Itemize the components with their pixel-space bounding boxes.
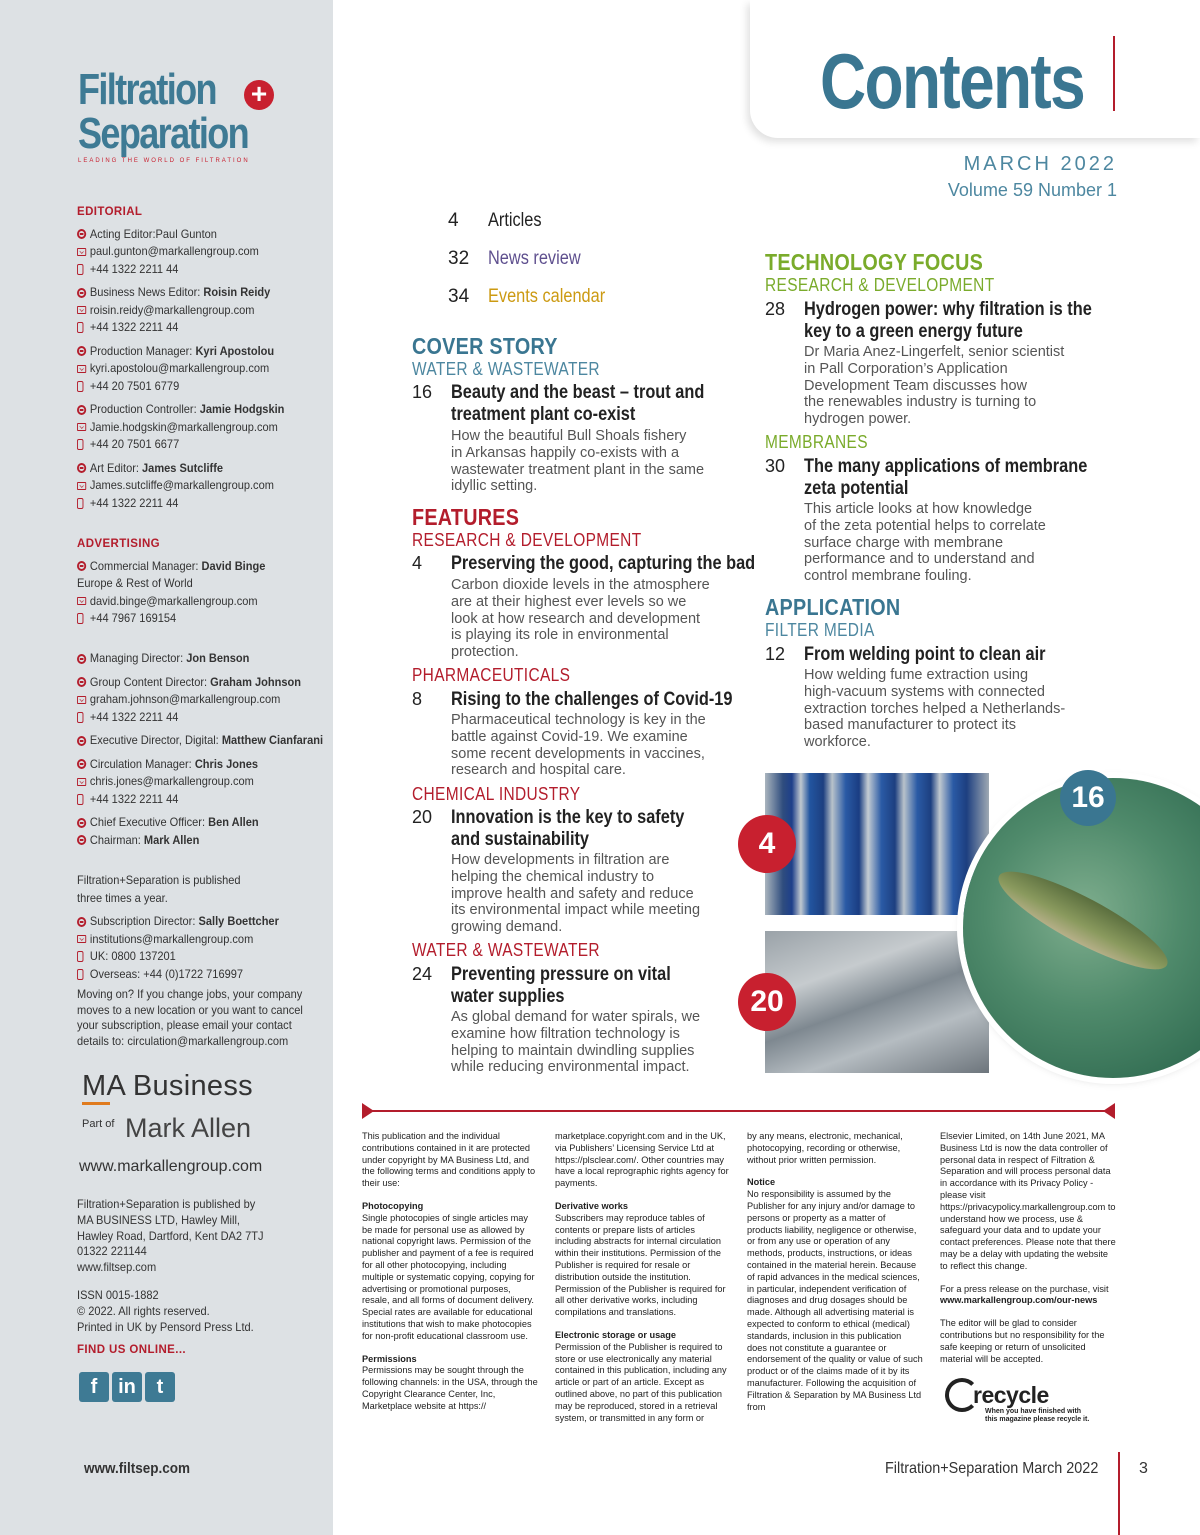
phone-icon [77,264,83,275]
logo-line-1: Filtration [78,65,216,114]
contact-phone: UK: 0800 137201 [89,949,176,963]
legal-divider [368,1110,1112,1112]
email-icon [77,597,86,605]
moving-note: your subscription, please email your contact [77,1018,292,1032]
editorial-section [77,204,327,512]
legal-heading: Photocopying [362,1200,424,1211]
industrial-filter-photo[interactable] [765,931,989,1073]
entry-description: in Pall Corporation’s Application [804,360,1008,377]
entry-title: Hydrogen power: why filtration is the [804,299,1092,320]
page-number: 12 [765,644,786,664]
entry-title: From welding point to clean air [804,644,1046,665]
phone-icon [77,381,83,392]
person-icon [77,917,86,927]
person-icon [77,561,86,571]
entry-description: helping to maintain dwindling supplies [451,1042,695,1059]
part-of-label: Part of [82,1118,115,1130]
page-number: 34 [448,286,470,307]
contact-role: Business News Editor: [89,285,201,299]
tech-rd-category: RESEARCH & DEVELOPMENT [765,275,995,295]
contact-email[interactable]: paul.gunton@markallengroup.com [89,244,259,258]
quick-link-label: Articles [488,210,542,231]
features-water-category: WATER & WASTEWATER [412,940,600,960]
entry-title: treatment plant co-exist [451,404,636,425]
recycle-note: this magazine please recycle it. [985,1416,1090,1423]
legal-text: This publication and the individual contributions contained in it are protected under copyright by MA Business Ltd, and the following terms and conditions apply to their use: [362,1131,536,1189]
entry-title: Preserving the good, capturing the bad [451,553,756,574]
features-pharma-category: PHARMACEUTICALS [412,665,571,685]
page-number: 30 [765,456,786,476]
title-divider [1113,36,1115,111]
technology-focus-heading: TECHNOLOGY FOCUS [765,249,984,275]
publisher-website[interactable]: www.filtsep.com [77,1260,157,1275]
email-icon [77,306,86,314]
phone-icon [77,969,83,980]
person-icon [77,288,86,298]
contact-name: David Binge [201,558,266,573]
page-badge: 4 [738,815,796,873]
logo-line-2: Separation [78,109,249,158]
person-icon [77,405,86,415]
contact-role: Chief Executive Officer: [89,815,206,829]
entry-description: some recent developments in vaccines, [451,745,705,762]
entry-description: its environmental impact while meeting [451,902,701,919]
contact-phone: +44 20 7501 6779 [89,378,180,393]
contact-role: Subscription Director: [89,914,196,928]
entry-description: extraction torches helped a Netherlands- [804,700,1066,717]
trout-shape [989,856,1178,985]
footer-magazine-issue: Filtration+Separation March 2022 [885,1460,1099,1477]
entry-description: How developments in filtration are [451,852,670,868]
contact-block [77,460,327,513]
contact-phone: Overseas: +44 (0)1722 716997 [89,966,244,981]
publisher-line: Filtration+Separation is published by [77,1197,256,1211]
recycle-word: recycle [973,1381,1049,1408]
contact-email[interactable]: James.sutcliffe@markallengroup.com [89,478,274,492]
quick-link-articles[interactable] [448,210,550,232]
page-number: 16 [412,382,433,402]
page-title: Contents [820,37,1085,125]
email-icon [77,423,86,431]
contact-block [77,401,327,454]
contact-name: Jamie Hodgskin [199,402,285,416]
entry-title: water supplies [451,986,565,1007]
legal-column-2 [555,1131,731,1435]
phone-icon [77,712,83,723]
page-number-footer: 3 [1139,1460,1148,1477]
entry-title: Rising to the challenges of Covid-19 [451,689,733,710]
contact-role: Commercial Manager: [89,558,199,573]
entry-description: This article looks at how knowledge [804,501,1033,517]
recycle-note: When you have finished with [985,1408,1082,1415]
printer-line: Printed in UK by Pensord Press Ltd. [77,1319,254,1334]
legal-heading: Notice [747,1177,776,1188]
footer-divider [1118,1452,1120,1535]
entry-description: based manufacturer to protect its [804,717,1016,734]
entry-description: growing demand. [451,919,563,936]
legal-text: Permission of the Publisher is required to store or use electronically any material contained in this publication, including any article or part of an article. Except as outlined above, no part of this publication may be reproduced, stored in a retrieval system, or transmitted in any form or [555,1341,727,1423]
contact-name: Mark Allen [143,832,200,847]
entry-description: hydrogen power. [804,411,912,428]
legal-text: Permissions may be sought through the following channels: in the USA, through the Copyright Clearance Center, Inc, Marketplace website at https:// [362,1365,538,1411]
contact-email[interactable]: graham.johnson@markallengroup.com [89,692,281,706]
phone-icon [77,951,83,962]
entry-description: look at how research and development [451,610,701,627]
entry-description: protection. [451,644,519,661]
entry-title: zeta potential [804,478,909,499]
phone-icon [77,498,83,509]
entry-description: in Arkansas happily co-exists with a [451,444,680,461]
legal-text: No responsibility is assumed by the Publisher for any injury and/or damage to persons or property as a matter of products liability, negligence or otherwise, or from any use or operation of any methods, products, instructions, or ideas contained in the material herein. Because of rapid advances in the medical sciences, in particular, independent verification of diagnoses and drug dosages should be made. Although all advertising material is expected to conform to ethical (medical) standards, inclusion in this publication does not constitute a guarantee or endorsement of the quality or value of such product or of the claims made of it by its manufacturer. Following the acquisition of Filtration & Separation by MA Business Ltd from [747,1189,923,1412]
features-heading: FEATURES [412,504,520,530]
person-icon [77,654,86,664]
legal-text: Subscribers may reproduce tables of contents or prepare lists of articles including abstracts for internal circulation within their institutions. Permission of the Publisher is required for resale or distribution outside the institution. Permission of the Publisher is required for all other derivative works, including compilations and translations. [555,1212,726,1318]
application-filter-media-category: FILTER MEDIA [765,620,875,640]
legal-text: by any means, electronic, mechanical, photocopying, recording or otherwise, without prior written permission. [747,1131,903,1165]
entry-description: performance and to understand and [804,551,1035,568]
published-note: Filtration+Separation is published [77,873,241,887]
contact-name: Matthew Cianfarani [221,733,324,747]
legal-heading: Electronic storage or usage [555,1329,677,1340]
publisher-line: Hawley Road, Dartford, Kent DA2 7TJ [77,1228,264,1243]
tech-membranes-category: MEMBRANES [765,432,868,452]
contact-role: Managing Director: [89,651,184,665]
moving-note: Moving on? If you change jobs, your company [77,987,303,1001]
person-icon [77,835,86,845]
entry-description: high-vacuum systems with connected [804,683,1045,700]
email-icon [77,935,86,943]
legal-text: Single photocopies of single articles may be made for personal use as allowed by national copyright laws. Permission of the publisher and payment of a fee is required for all other photocopying, including multiple or systematic copying, copying for advertising or promotional purposes, resale, and all forms of document delivery. Special rates are available for educational institutions that wish to make photocopies for non-profit educational classroom use. [362,1212,535,1341]
contact-region: Europe & Rest of World [77,576,193,590]
entry-title: Beauty and the beast – trout and [451,382,705,403]
legal-text: marketplace.copyright.com and in the UK, via Publishers’ Licensing Service Ltd at https://plsclear.com/. Other countries may have a local reprographic rights agency for payments. [555,1131,729,1189]
contact-email[interactable]: kyri.apostolou@markallengroup.com [89,361,270,375]
contact-role: Circulation Manager: [89,756,192,771]
linkedin-icon[interactable]: in [112,1372,142,1402]
contact-role: Acting Editor: [89,226,156,241]
entry-description: is playing its role in environmental [451,627,669,644]
issn-line: ISSN 0015-1882 [77,1287,159,1302]
cover-story-category: WATER & WASTEWATER [412,359,600,379]
contact-phone: +44 1322 2211 44 [89,320,179,334]
issue-volume: Volume 59 Number 1 [947,180,1117,200]
contact-phone: +44 1322 2211 44 [89,709,179,724]
entry-description: research and hospital care. [451,762,626,779]
contact-email[interactable]: institutions@markallengroup.com [89,931,254,946]
entry-description: examine how filtration technology is [451,1025,680,1042]
logo-tagline: LEADING THE WORLD OF FILTRATION [78,158,250,164]
find-us-heading: FIND US ONLINE... [77,1344,187,1357]
email-icon [77,778,86,786]
contact-role: Production Controller: [89,402,197,416]
social-links [79,1372,175,1402]
entry-description: the renewables industry is turning to [804,394,1037,411]
quick-link-label: Events calendar [488,286,606,307]
contact-email[interactable]: chris.jones@markallengroup.com [89,774,254,788]
page-badge: 16 [1060,770,1116,826]
quick-link-events-calendar[interactable] [448,286,624,308]
person-icon [77,759,86,769]
person-icon [77,677,86,687]
contact-email[interactable]: roisin.reidy@markallengroup.com [89,302,255,317]
contact-phone: +44 1322 2211 44 [89,791,179,806]
legal-heading: Derivative works [555,1200,629,1211]
entry-description: How welding fume extraction using [804,667,1029,683]
contact-block [77,343,327,396]
moving-note: details to: circulation@markallengroup.com [77,1033,289,1048]
cover-story-heading: COVER STORY [412,333,558,359]
contact-phone: +44 20 7501 6677 [89,437,180,451]
entry-description: Carbon dioxide levels in the atmosphere [451,577,710,593]
publisher-line: 01322 221144 [77,1244,147,1259]
entry-description: Dr Maria Anez-Lingerfelt, senior scientist [804,344,1065,360]
entry-description: How the beautiful Bull Shoals fishery [451,428,687,444]
page-badge: 20 [738,973,796,1031]
application-heading: APPLICATION [765,594,901,620]
contact-name: Kyri Apostolou [195,343,275,358]
publisher-section [77,1197,327,1363]
person-icon [77,463,86,473]
phone-icon [77,322,83,333]
subscription-section [77,872,327,1049]
contact-name: Roisin Reidy [203,285,271,299]
person-icon [77,229,86,239]
legal-text: For a press release on the purchase, visit [940,1283,1109,1294]
entry-title: and sustainability [451,829,590,850]
legal-text: The editor will be glad to consider contributions but no responsibility for the safe keeping or return of unsolicited material will be accepted. [940,1318,1105,1364]
entry-description: workforce. [804,734,871,751]
legal-column-1 [362,1131,538,1424]
email-icon [77,482,86,490]
contact-name: Ben Allen [208,815,259,829]
entry-description: helping the chemical industry to [451,868,655,885]
entry-description: wastewater treatment plant in the same [451,461,705,478]
contact-email[interactable]: Jamie.hodgskin@markallengroup.com [89,419,278,434]
entry-description: Development Team discusses how [804,377,1027,394]
contact-name: Paul Gunton [155,226,217,241]
contact-role: Chairman: [89,832,141,847]
entry-description: control membrane fouling. [804,568,972,585]
entry-description: of the zeta potential helps to correlate [804,517,1046,534]
email-icon [77,365,86,373]
entry-title: The many applications of membrane [804,456,1088,477]
masthead-sidebar [0,0,333,1535]
phone-icon [77,613,83,624]
contact-role: Executive Director, Digital: [89,733,219,747]
moving-note: moves to a new location or you want to cancel [77,1002,303,1017]
contact-phone: +44 7967 169154 [89,611,177,625]
email-icon [77,248,86,256]
person-icon [77,736,86,746]
page-number: 4 [448,210,459,231]
contact-email[interactable]: david.binge@markallengroup.com [89,593,258,608]
entry-description: improve health and safety and reduce [451,885,694,902]
legal-column-4 [940,1131,1116,1376]
logo-plus-icon: + [244,80,274,110]
entry-title: key to a green energy future [804,321,1023,342]
email-icon [77,696,86,704]
features-rd-category: RESEARCH & DEVELOPMENT [412,530,642,550]
advertising-section [77,536,327,628]
contact-phone: +44 1322 2211 44 [89,495,179,510]
phone-icon [77,439,83,450]
mark-allen-logo: Mark Allen [125,1113,252,1143]
published-note: three times a year. [77,890,168,905]
legal-column-3 [747,1131,923,1424]
contact-block [77,226,327,279]
page-number: 4 [412,553,423,573]
contact-name: Sally Boettcher [198,914,279,928]
group-url[interactable]: www.markallengroup.com [79,1158,263,1175]
entry-title: Preventing pressure on vital [451,964,671,985]
issue-month: MARCH 2022 [963,153,1117,175]
management-section [77,650,327,849]
contact-name: Graham Johnson [210,674,301,689]
phone-icon [77,794,83,805]
contact-phone: +44 1322 2211 44 [89,261,179,276]
entry-description: surface charge with membrane [804,534,1004,551]
ma-business-logo: MA Business [82,1070,253,1102]
page-number: 24 [412,964,433,984]
copyright-line: © 2022. All rights reserved. [77,1303,210,1318]
press-release-link[interactable]: www.markallengroup.com/our-news [940,1295,1098,1306]
page-number: 32 [448,248,470,269]
ma-business-underline [82,1102,110,1105]
contact-block [77,284,327,337]
legal-arrow-right [1103,1103,1115,1119]
page-number: 8 [412,689,423,709]
person-icon [77,818,86,828]
entry-description: are at their highest ever levels so we [451,593,687,610]
quick-link-news-review[interactable] [448,248,596,270]
footer-website[interactable]: www.filtsep.com [84,1460,191,1477]
contact-name: Jon Benson [186,651,250,665]
filtration-separation-logo [78,65,278,164]
features-chemical-category: CHEMICAL INDUSTRY [412,784,581,804]
editorial-heading: EDITORIAL [77,206,143,218]
entry-description: while reducing environmental impact. [451,1059,690,1076]
filter-housings-photo[interactable] [765,773,989,915]
facebook-icon[interactable]: f [79,1372,109,1402]
contact-name: James Sutcliffe [142,460,224,475]
contact-role: Production Manager: [89,343,193,358]
recycle-logo [945,1378,1105,1424]
entry-description: As global demand for water spirals, we [451,1009,701,1025]
quick-link-label: News review [488,248,581,269]
entry-title: Innovation is the key to safety [451,807,685,828]
page-number: 20 [412,807,433,827]
legal-heading: Permissions [362,1353,417,1364]
legal-text: Elsevier Limited, on 14th June 2021, MA Business Ltd is now the data controller of personal data in respect of Filtration & Separation and will process personal data in accordance with its Privacy Policy - please visit https://privacypolicy.markallengroup.com to understand how we process, use & safeguard your data and to update your contact preferences. Please note that there may be a delay with updating the website to reflect this change. [940,1131,1116,1271]
contact-role: Art Editor: [89,460,139,475]
advertising-heading: ADVERTISING [77,538,160,550]
page-number: 28 [765,299,786,319]
contact-role: Group Content Director: [89,674,208,689]
entry-description: battle against Covid-19. We examine [451,728,688,745]
person-icon [77,346,86,356]
entry-description: Pharmaceutical technology is key in the [451,712,706,728]
publisher-line: MA BUSINESS LTD, Hawley Mill, [77,1212,240,1227]
contact-name: Chris Jones [194,756,259,771]
entry-description: idyllic setting. [451,478,538,495]
twitter-icon[interactable]: t [145,1372,175,1402]
